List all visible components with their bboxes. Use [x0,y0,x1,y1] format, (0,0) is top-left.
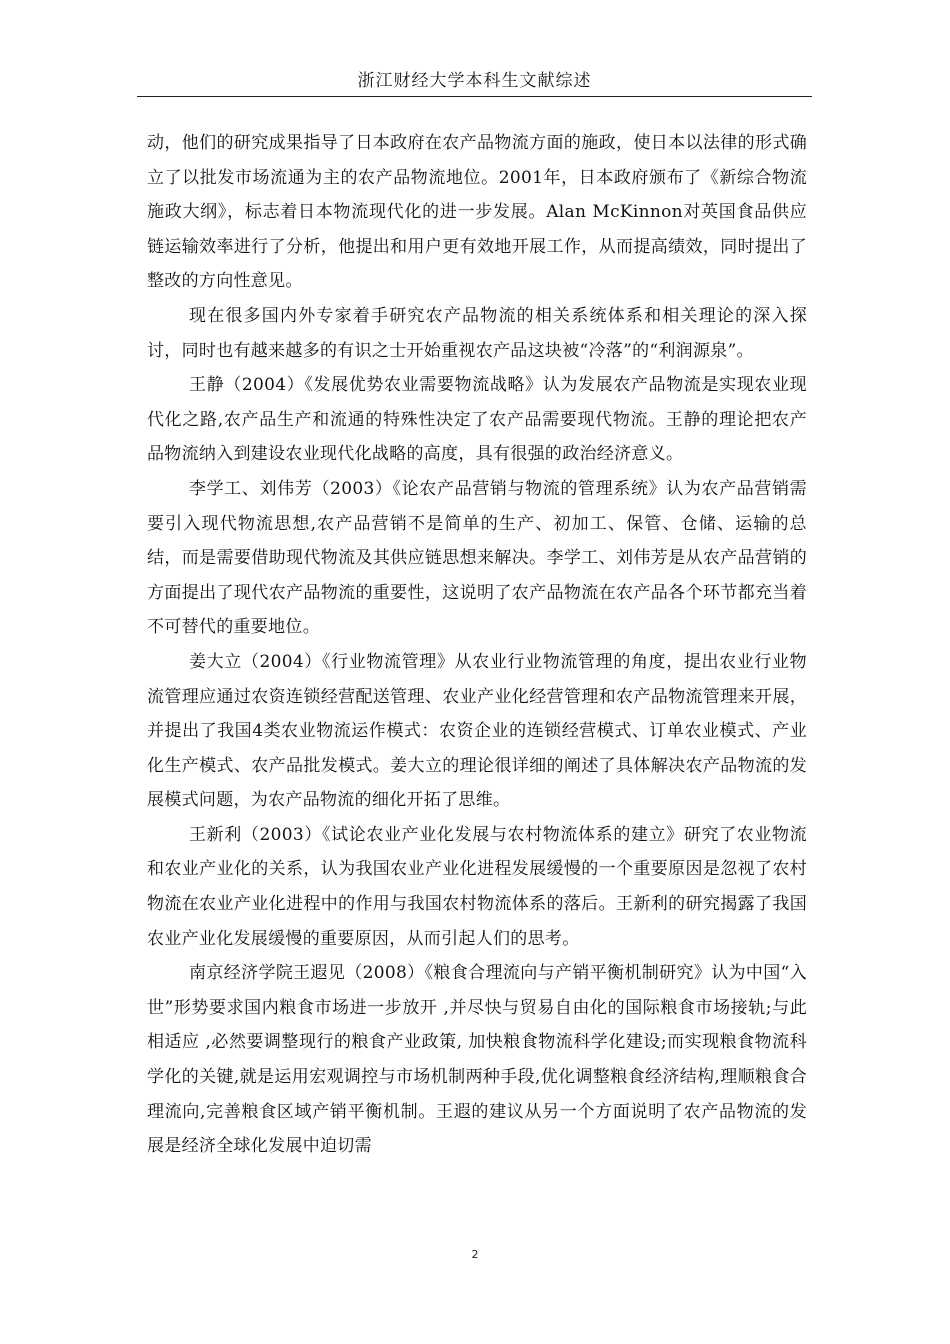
paragraph-5: 姜大立（2004）《行业物流管理》从农业行业物流管理的角度，提出农业行业物流管理应通过农资连锁经营配送管理、农业产业化经营管理和农产品物流管理来开展，并提出了我国4类农业物流运作模式：农资企业的连锁经营模式、订单农业模式、产业化生产模式、农产品批发模式。姜大立的理论很详细的阐述了具体解决农产品物流的发展模式问题，为农产品物流的细化开拓了思维。 [147,651,807,811]
paragraph-4: 李学工、刘伟芳（2003）《论农产品营销与物流的管理系统》认为农产品营销需要引入现代物流思想,农产品营销不是简单的生产、初加工、保管、仓储、运输的总结，而是需要借助现代物流及其供应链思想来解决。李学工、刘伟芳是从农产品营销的方面提出了现代农产品物流的重要性，这说明了农产品物流在农产品各个环节都充当着不可替代的重要地位。 [147,478,807,638]
header-title: 浙江财经大学本科生文献综述 [357,71,592,91]
document-body [147,126,807,1164]
paragraph-1: 动，他们的研究成果指导了日本政府在农产品物流方面的施政，使日本以法律的形式确立了以批发市场流通为主的农产品物流地位。2001年，日本政府颁布了《新综合物流施政大纲》，标志着日本物流现代化的进一步发展。Alan McKinnon对英国食品供应链运输效率进行了分析，他提出和用户更有效地开展工作，从而提高绩效，同时提出了整改的方向性意见。 [147,133,807,292]
paragraph-6: 王新利（2003）《试论农业产业化发展与农村物流体系的建立》研究了农业物流和农业产业化的关系，认为我国农业产业化进程发展缓慢的一个重要原因是忽视了农村物流在农业产业化进程中的作用与我国农村物流体系的落后。王新利的研究揭露了我国农业产业化发展缓慢的重要原因，从而引起人们的思考。 [147,824,807,949]
page-number: 2 [471,1248,479,1261]
paragraph-3: 王静（2004）《发展优势农业需要物流战略》认为发展农产品物流是实现农业现代化之路,农产品生产和流通的特殊性决定了农产品需要现代物流。王静的理论把农产品物流纳入到建设农业现代化战略的高度，具有很强的政治经济意义。 [147,375,807,465]
paragraph-2: 现在很多国内外专家着手研究农产品物流的相关系统体系和相关理论的深入探讨，同时也有越来越多的有识之士开始重视农产品这块被“冷落”的“利润源泉”。 [147,305,807,361]
paragraph-7: 南京经济学院王遐见（2008）《粮食合理流向与产销平衡机制研究》认为中国“入世”形势要求国内粮食市场进一步放开 ,并尽快与贸易自由化的国际粮食市场接轨;与此相适应 ,必然要调整现行的粮食产业政策, 加快粮食物流科学化建设;而实现粮食物流科学化的关键,就是运用宏观调控与市场机制两种手段,优化调整粮食经济结构,理顺粮食合理流向,完善粮食区域产销平衡机制。王遐的建议从另一个方面说明了农产品物流的发展是经济全球化发展中迫切需 [147,963,807,1157]
page-header [137,66,812,97]
